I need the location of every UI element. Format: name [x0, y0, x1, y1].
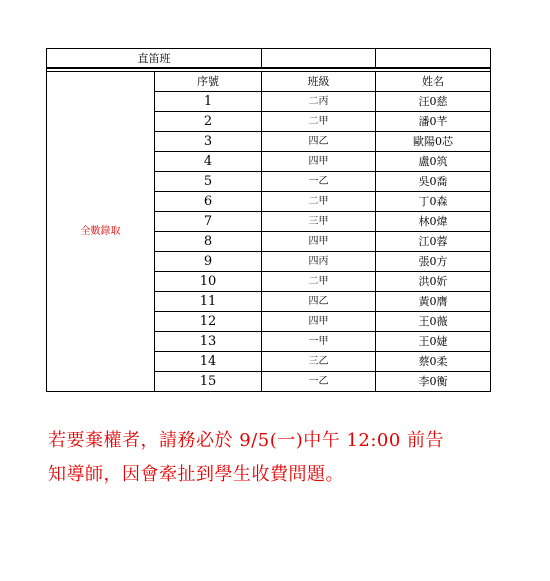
row-name: 潘0芊: [376, 112, 491, 132]
notice-block: [48, 424, 518, 492]
row-class: 二甲: [262, 112, 376, 132]
header-name: 姓名: [376, 72, 491, 92]
header-index: 序號: [155, 72, 262, 92]
row-class: 四甲: [262, 152, 376, 172]
row-name: 洪0妡: [376, 272, 491, 292]
row-class: 一乙: [262, 372, 376, 392]
row-name: 王0婕: [376, 332, 491, 352]
row-name: 林0煒: [376, 212, 491, 232]
row-index: 13: [155, 332, 262, 352]
row-name: 江0蓉: [376, 232, 491, 252]
empty-cell: [262, 49, 376, 69]
row-name: 汪0慈: [376, 92, 491, 112]
row-name: 盧0筑: [376, 152, 491, 172]
row-class: 二甲: [262, 192, 376, 212]
row-name: 吳0喬: [376, 172, 491, 192]
row-name: 歐陽0芯: [376, 132, 491, 152]
row-class: 一乙: [262, 172, 376, 192]
row-index: 3: [155, 132, 262, 152]
roster-table: [46, 48, 491, 392]
row-index: 1: [155, 92, 262, 112]
row-index: 14: [155, 352, 262, 372]
notice-line-2: 知導師，因會牽扯到學生收費問題。: [48, 464, 344, 485]
row-name: 李0衡: [376, 372, 491, 392]
row-name: 王0薇: [376, 312, 491, 332]
row-index: 9: [155, 252, 262, 272]
row-name: 丁0森: [376, 192, 491, 212]
row-index: 15: [155, 372, 262, 392]
row-name: 黃0膺: [376, 292, 491, 312]
row-index: 6: [155, 192, 262, 212]
row-class: 四甲: [262, 312, 376, 332]
row-class: 一甲: [262, 332, 376, 352]
title-row: [47, 49, 491, 69]
row-class: 四丙: [262, 252, 376, 272]
row-index: 2: [155, 112, 262, 132]
row-name: 張0方: [376, 252, 491, 272]
row-index: 8: [155, 232, 262, 252]
row-class: 四乙: [262, 132, 376, 152]
row-index: 5: [155, 172, 262, 192]
row-class: 二甲: [262, 272, 376, 292]
row-index: 4: [155, 152, 262, 172]
row-class: 二丙: [262, 92, 376, 112]
row-index: 10: [155, 272, 262, 292]
row-index: 12: [155, 312, 262, 332]
row-class: 四乙: [262, 292, 376, 312]
empty-cell: [376, 49, 491, 69]
notice-line-1: 若要棄權者，請務必於 9/5(一)中午 12:00 前告: [48, 430, 445, 451]
row-index: 7: [155, 212, 262, 232]
row-name: 蔡0柔: [376, 352, 491, 372]
row-index: 11: [155, 292, 262, 312]
row-class: 四甲: [262, 232, 376, 252]
row-class: 三乙: [262, 352, 376, 372]
header-row: [47, 72, 491, 92]
group-label: 全數錄取: [47, 72, 155, 392]
header-class: 班級: [262, 72, 376, 92]
row-class: 三甲: [262, 212, 376, 232]
table-title: 直笛班: [47, 49, 262, 69]
